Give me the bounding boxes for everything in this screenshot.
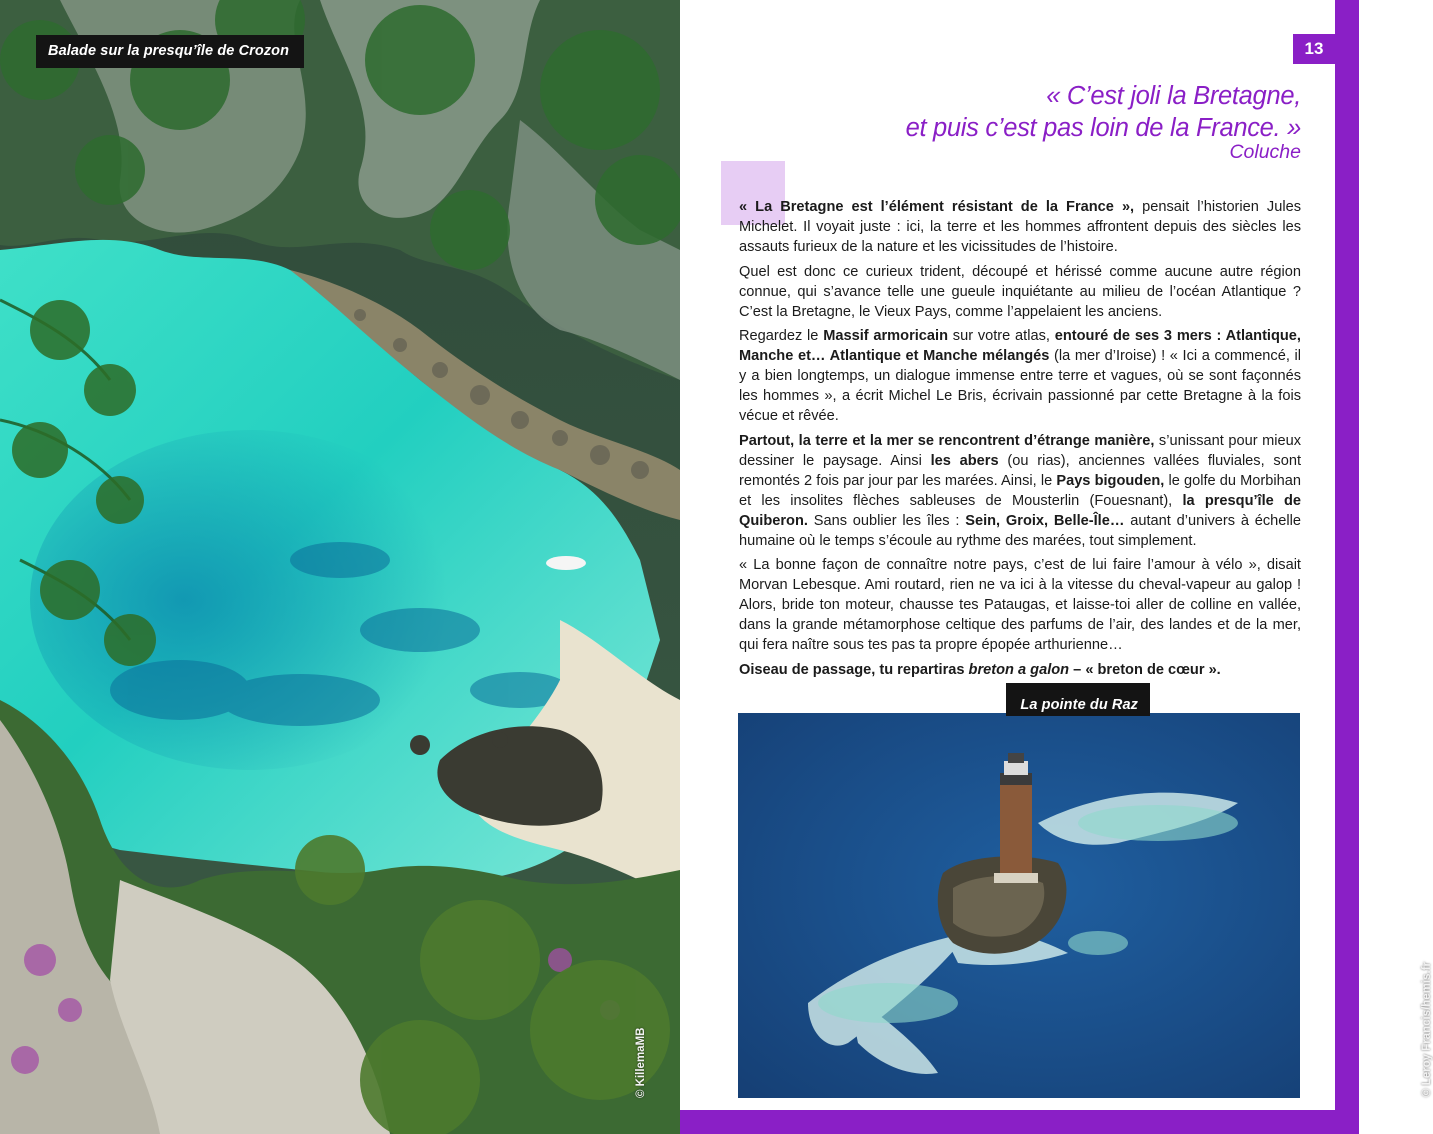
paragraph-1: [739, 197, 1301, 257]
paragraph-6-bold-a: Oiseau de passage, tu repartiras: [739, 661, 969, 678]
paragraph-4-bold-d: la presqu’île de Quiberon.: [739, 492, 1302, 529]
photo-credit-right: © Leroy Francis/hemis.fr: [1421, 961, 1433, 1097]
left-photo-page: [0, 0, 680, 1134]
photo-caption-crozon: Balade sur la presqu’île de Crozon: [36, 35, 304, 68]
lighthouse-photo-svg: [738, 713, 1300, 1098]
right-text-page: [680, 0, 1433, 1134]
paragraph-3-text-a: Regardez le: [739, 328, 824, 344]
purple-edge-band: [1335, 0, 1359, 1134]
crozon-cove-photo: [0, 0, 680, 1134]
paragraph-4: [739, 431, 1301, 551]
paragraph-1-text: pensait l’historien Jules Michelet. Il voyait juste : ici, la terre et les hommes affrontent depuis des siècles les assauts furieux de la nature et les vicissitudes de l’histoire.: [739, 199, 1301, 255]
photo-credit-left: © KillemaMB: [635, 1027, 647, 1098]
quote-line-2: et puis c’est pas loin de la France. »: [905, 114, 1301, 142]
photo-caption-pointe-du-raz: La pointe du Raz: [1006, 683, 1150, 716]
page-number: 13: [1293, 34, 1335, 64]
paragraph-3: [739, 326, 1301, 426]
epigraph-quote: [781, 80, 1301, 144]
pointe-du-raz-photo: [738, 713, 1300, 1098]
paragraph-6: [739, 660, 1301, 680]
paragraph-5: « La bonne façon de connaître notre pays, c’est de lui faire l’amour à vélo », disait Morvan Lebesque. Ami routard, rien ne va ici à la vitesse du cheval-vapeur au galop ! Alors, bride ton moteur, chausse tes Pataugas, et laisse-toi aller de colline en vallée, dans la grande métamorphose celtique des parfums de l’air, des landes et de la mer, qui fera naître sous tes pas ta propre épopée arthurienne…: [739, 557, 1301, 653]
body-text: [739, 197, 1301, 684]
paragraph-4-text-c: le golfe du Morbihan et les insolites flèches sableuses de Mousterlin (Fouesnant),: [739, 472, 1301, 509]
paragraph-1-bold: « La Bretagne est l’élément résistant de la France »,: [739, 199, 1135, 215]
paragraph-3-bold-a: Massif armoricain: [823, 328, 949, 344]
paragraph-3-text-c: (la mer d’Iroise) ! « Ici a commencé, il y a bien longtemps, un dialogue immense entre terre et vagues, où se sont façonnés les hommes », a écrit Michel Le Bris, écrivain passionné par cette Bretagne à la fois vécue et rêvée.: [739, 348, 1301, 424]
paragraph-4-text-e: autant d’univers à échelle humaine où le temps s’écoule au rythme des marées, tout simplement.: [739, 512, 1302, 549]
paragraph-4-bold-b: les abers: [930, 452, 999, 469]
paragraph-6-bold-b: – « breton de cœur ».: [1069, 661, 1221, 678]
quote-author: Coluche: [1229, 141, 1301, 163]
paragraph-4-bold-a: Partout, la terre et la mer se rencontrent d’étrange manière,: [739, 432, 1155, 449]
paragraph-4-bold-e: Sein, Groix, Belle-Île…: [965, 512, 1125, 529]
paragraph-4-bold-c: Pays bigouden,: [1056, 472, 1165, 489]
paragraph-3-bold-b: entouré de ses 3 mers : Atlantique, Manche et… Atlantique et Manche mélangés: [739, 328, 1301, 364]
paragraph-2: Quel est donc ce curieux trident, découpé et hérissé comme aucune autre région connue, qui s’avance telle une gueule inquiétante au milieu de l’océan Atlantique ? C’est la Bretagne, le Vieux Pays, comme l’appelaient les anciens.: [739, 263, 1301, 320]
quote-line-1: « C’est joli la Bretagne,: [1046, 82, 1301, 110]
paragraph-4-text-a: s’unissant pour mieux dessiner le paysage. Ainsi: [739, 432, 1302, 469]
paragraph-4-text-b: (ou rias), anciennes vallées fluviales, sont remontés 2 fois par jour par les marées. Ainsi, le: [739, 452, 1301, 489]
paragraph-4-text-d: Sans oublier les îles :: [807, 512, 966, 529]
paragraph-3-text-b: sur votre atlas,: [948, 328, 1055, 344]
paragraph-6-bold-italic: breton a galon: [968, 661, 1070, 678]
purple-bottom-band: [680, 1110, 1359, 1134]
